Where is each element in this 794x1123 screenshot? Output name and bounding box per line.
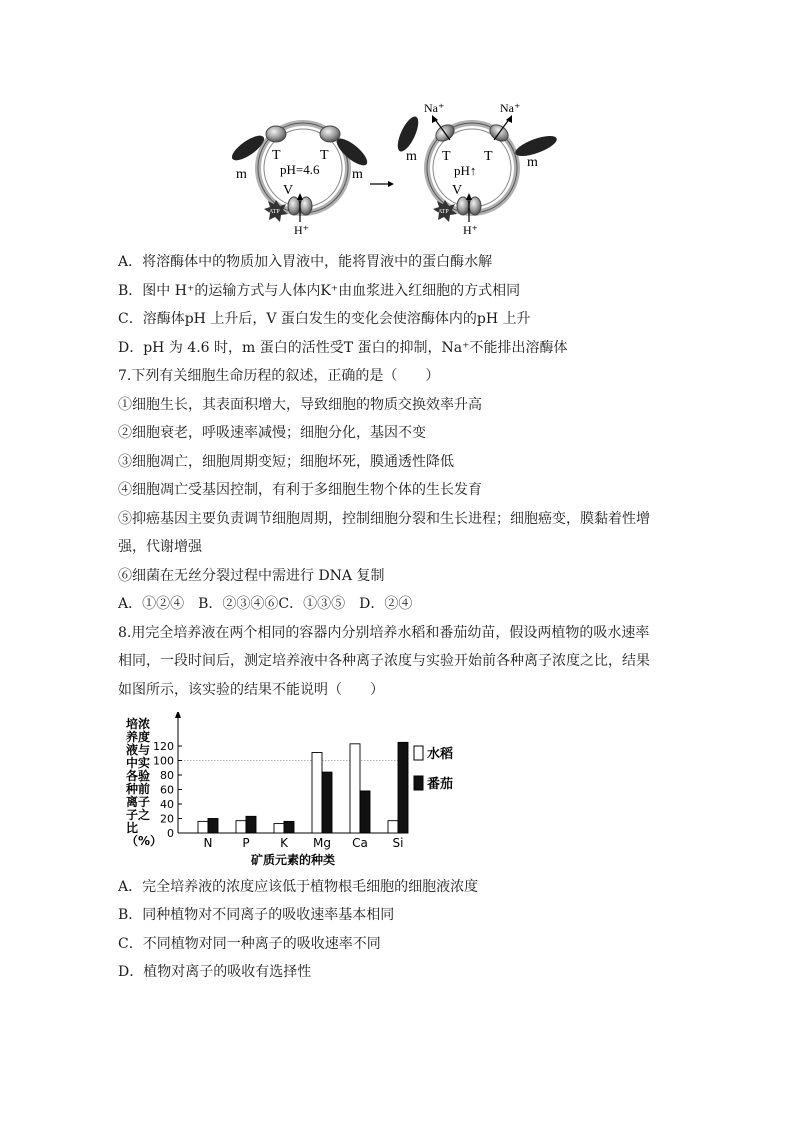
- t-label: T: [442, 149, 451, 164]
- h-label: H⁺: [463, 223, 478, 237]
- m-label: m: [406, 149, 417, 164]
- legend-swatch: [414, 746, 423, 760]
- q6-option-d: D．pH 为 4.6 时，m 蛋白的活性受T 蛋白的抑制，Na⁺不能排出溶酶体: [118, 340, 568, 356]
- bar-rice: [236, 821, 246, 833]
- y-axis-label: 子之: [126, 808, 151, 822]
- q7-item: ⑥细菌在无丝分裂过程中需进行 DNA 复制: [118, 568, 385, 584]
- q8-option-c: C．不同植物对同一种离子的吸收速率不同: [118, 936, 381, 952]
- y-tick-label: 60: [160, 783, 174, 797]
- atp-label: ATP: [269, 209, 280, 215]
- bar-tomato: [360, 791, 370, 833]
- legend-swatch: [414, 776, 423, 790]
- m-label: m: [527, 155, 538, 170]
- q7-item: ①细胞生长，其表面积增大，导致细胞的物质交换效率升高: [118, 397, 482, 413]
- y-tick-label: 100: [153, 754, 174, 768]
- y-axis-label: 中实: [126, 756, 151, 770]
- m-label: m: [236, 167, 247, 182]
- bar-tomato: [322, 772, 332, 833]
- lysosome-diagram: [228, 96, 568, 238]
- q8-stem-line: 如图所示，该实验的结果不能说明（ ）: [118, 682, 384, 698]
- lysosome-left: [228, 123, 371, 237]
- bar-tomato: [208, 819, 218, 834]
- bar-tomato: [246, 816, 256, 833]
- t-label: T: [272, 148, 281, 163]
- y-axis-label: 种前: [126, 782, 151, 796]
- transition-arrow-icon: [370, 181, 394, 187]
- t-label: T: [320, 148, 329, 163]
- h-label: H⁺: [294, 223, 309, 237]
- bar-rice: [312, 753, 322, 833]
- x-tick-label: Ca: [352, 836, 368, 850]
- bar-rice: [350, 744, 360, 833]
- q7-item: ⑤抑癌基因主要负责调节细胞周期，控制细胞分裂和生长进程；细胞癌变，膜黏着性增: [118, 511, 650, 527]
- q7-item: ②细胞衰老，呼吸速率减慢；细胞分化，基因不变: [118, 425, 426, 441]
- y-tick-label: 20: [160, 812, 174, 826]
- m-label: m: [352, 167, 363, 182]
- q6-option-a: A．将溶酶体中的物质加入胃液中，能将胃液中的蛋白酶水解: [118, 254, 493, 270]
- y-axis-label: （%）: [126, 834, 163, 848]
- t-protein-icon: [320, 126, 340, 142]
- bar-tomato: [284, 821, 294, 833]
- y-axis-label: 养度: [126, 730, 151, 744]
- x-axis-label: 矿质元素的种类: [250, 853, 336, 867]
- t-label: T: [484, 149, 493, 164]
- lysosome-right: [394, 101, 559, 237]
- y-tick-label: 40: [160, 798, 174, 811]
- y-tick-label: 0: [167, 827, 174, 840]
- bar-rice: [198, 821, 208, 833]
- y-axis-label: 培浓: [126, 717, 151, 731]
- q7-stem: 7.下列有关细胞生命历程的叙述，正确的是（ ）: [118, 368, 440, 384]
- ion-ratio-bar-chart: [118, 712, 478, 872]
- bar-tomato: [398, 742, 408, 833]
- y-tick-label: 120: [153, 740, 174, 753]
- y-axis-label: 离子: [126, 795, 151, 809]
- legend-label: 水稻: [427, 747, 454, 762]
- ph-label-left: pH=4.6: [280, 162, 320, 177]
- q7-item: ④细胞凋亡受基因控制，有利于多细胞生物个体的生长发育: [118, 482, 482, 498]
- bar-rice: [274, 824, 284, 833]
- x-tick-label: K: [280, 836, 288, 850]
- y-axis-label: 液与: [126, 743, 151, 757]
- atp-label: ATP: [438, 209, 449, 215]
- x-tick-label: Si: [392, 836, 404, 850]
- x-tick-label: N: [203, 836, 213, 850]
- bar-rice: [388, 821, 398, 833]
- y-tick-label: 80: [160, 769, 174, 782]
- v-label: V: [452, 183, 463, 198]
- q7-options: A．①②④ B．②③④⑥C．①③⑤ D．②④: [118, 596, 413, 612]
- v-label: V: [283, 183, 294, 198]
- x-tick-label: P: [242, 836, 250, 850]
- q6-option-b: B．图中 H⁺的运输方式与人体内K⁺由血浆进入红细胞的方式相同: [118, 283, 521, 299]
- t-protein-icon: [266, 126, 286, 142]
- q8-option-d: D．植物对离子的吸收有选择性: [118, 964, 312, 980]
- q8-option-a: A．完全培养液的浓度应该低于植物根毛细胞的细胞液浓度: [118, 879, 479, 895]
- y-axis-label: 各验: [126, 769, 151, 783]
- x-tick-label: Mg: [313, 836, 331, 850]
- na-label: Na⁺: [500, 101, 521, 115]
- na-label: Na⁺: [424, 101, 445, 115]
- q7-item: ③细胞凋亡，细胞周期变短；细胞坏死，膜通透性降低: [118, 454, 454, 470]
- q8-stem-line: 8.用完全培养液在两个相同的容器内分别培养水稻和番茄幼苗，假设两植物的吸水速率: [118, 625, 650, 641]
- ph-label-right: pH↑: [454, 163, 477, 178]
- q6-option-c: C．溶酶体pH 上升后，V 蛋白发生的变化会使溶酶体内的pH 上升: [118, 311, 531, 327]
- y-axis-label: 比: [126, 821, 139, 835]
- q8-stem-line: 相同，一段时间后，测定培养液中各种离子浓度与实验开始前各种离子浓度之比，结果: [118, 653, 650, 669]
- q8-option-b: B．同种植物对不同离子的吸收速率基本相同: [118, 907, 395, 923]
- q7-item: 强，代谢增强: [118, 539, 202, 555]
- legend-label: 番茄: [427, 777, 454, 792]
- y-axis-arrow-icon: [175, 712, 181, 718]
